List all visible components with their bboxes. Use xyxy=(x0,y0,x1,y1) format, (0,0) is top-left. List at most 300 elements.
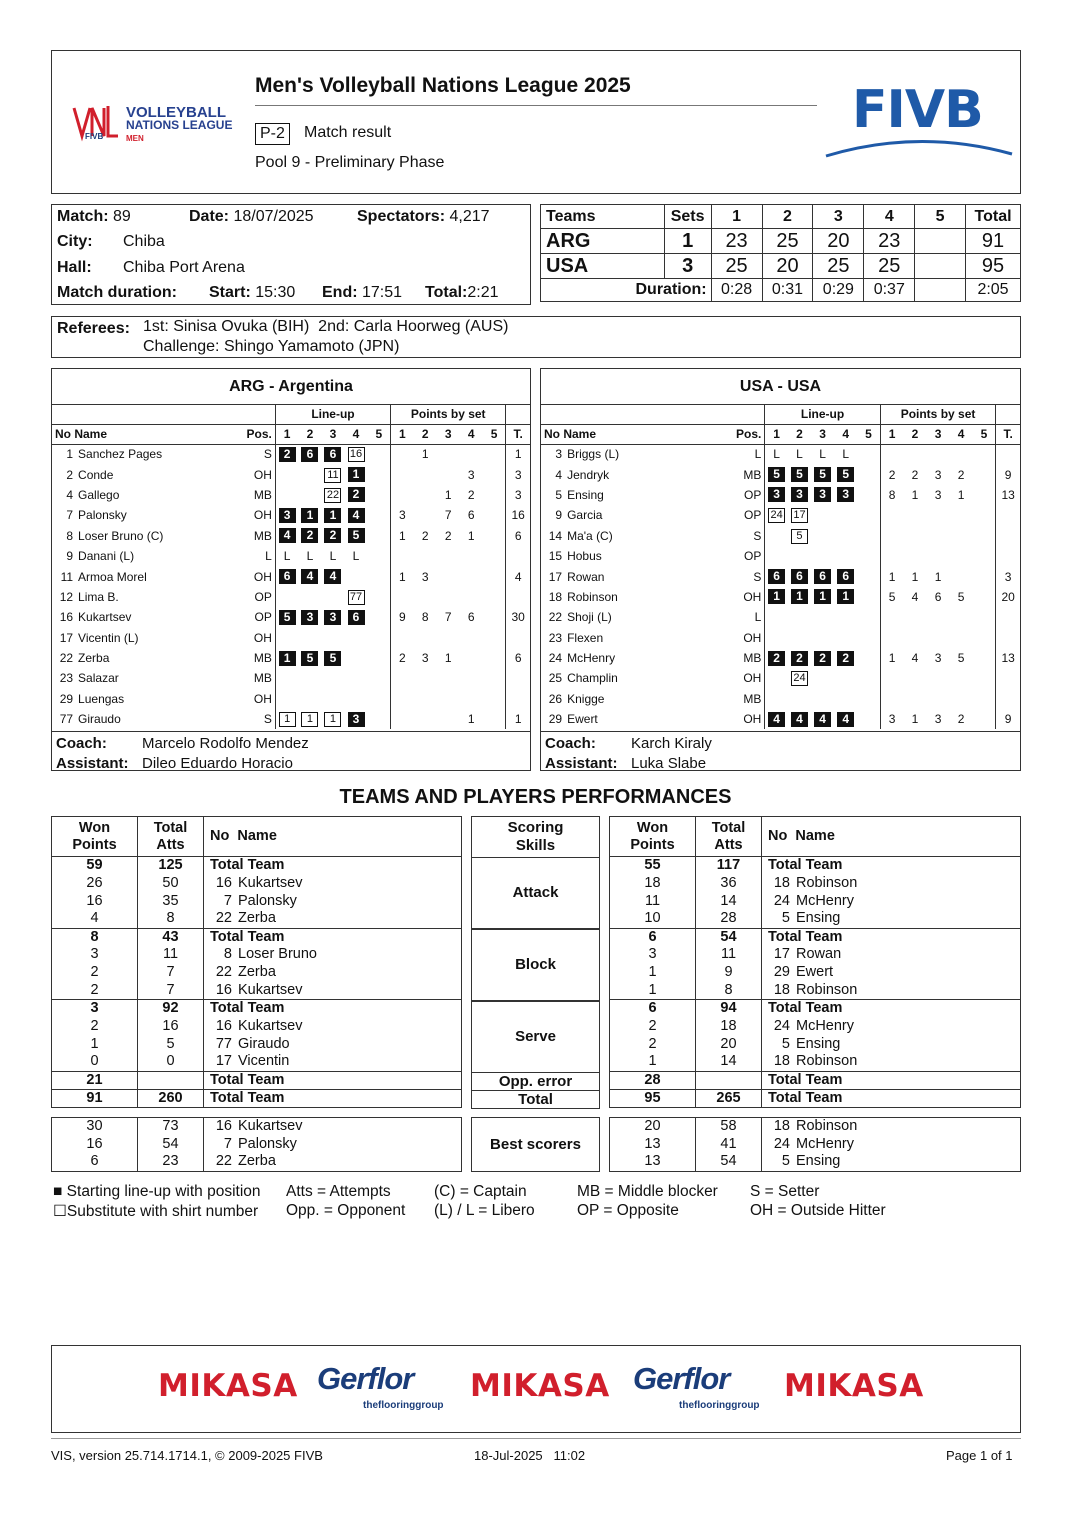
won-points: 55 xyxy=(610,857,696,875)
set-points xyxy=(903,505,926,525)
won-points: 1 xyxy=(52,1035,138,1053)
set-points xyxy=(483,464,506,484)
set-points: 2 xyxy=(421,528,429,543)
set-points xyxy=(437,546,460,566)
team-total-label: Total Team xyxy=(204,1071,462,1089)
set-points: 1 xyxy=(934,569,942,584)
skill-total: Total xyxy=(471,1090,600,1109)
player-row xyxy=(541,485,1020,505)
player-name: Sanchez Pages xyxy=(78,447,163,462)
won-points: 28 xyxy=(610,1071,696,1089)
set-points xyxy=(950,607,973,627)
player-position: S xyxy=(736,566,765,586)
won-points: 18 xyxy=(610,874,696,892)
player-entry: 24 McHenry xyxy=(773,1135,855,1152)
player-number: 8 xyxy=(66,528,74,543)
total-points: 3 xyxy=(996,566,1020,586)
total-attempts: 16 xyxy=(138,1018,204,1036)
pos-header: Pos. xyxy=(736,424,765,444)
starting-position-badge: 1 xyxy=(348,467,365,482)
footer-divider xyxy=(51,1438,1021,1439)
points-set-header: 4 xyxy=(950,424,973,444)
score-row-arg: ARG 1 23 25 20 23 91 xyxy=(541,229,1021,254)
start-time: Start: 15:30 xyxy=(209,284,296,301)
no-name-header: No Name xyxy=(541,424,736,444)
won-points: 13 xyxy=(610,1135,696,1153)
total-header: T. xyxy=(996,424,1020,444)
set-points xyxy=(483,648,506,668)
lineup-set-header: 5 xyxy=(857,424,880,444)
player-stat-row xyxy=(52,910,462,928)
legend-item: OP = Opposite xyxy=(577,1202,679,1219)
player-row xyxy=(52,485,530,505)
player-entry: 7 Palonsky xyxy=(223,892,297,909)
lineup-set-header: 4 xyxy=(345,424,368,444)
set-points xyxy=(973,505,996,525)
set-points xyxy=(391,485,414,505)
set-points: 1 xyxy=(444,487,452,502)
set-points xyxy=(391,546,414,566)
assistant-name: Luka Slabe xyxy=(631,755,707,772)
set-points xyxy=(391,689,414,709)
skill-opp-error: Opp. error xyxy=(471,1072,600,1091)
points-set-header: 2 xyxy=(903,424,926,444)
gerflor-subtitle: theflooringgroup xyxy=(363,1400,444,1411)
won-points: 6 xyxy=(52,1153,138,1171)
player-name: Luengas xyxy=(78,691,125,706)
roster-usa-staff: Coach: Karch Kiraly Assistant: Luka Slabe xyxy=(541,731,1020,774)
starting-position-badge: 2 xyxy=(301,528,318,543)
skill-block: Block xyxy=(471,929,600,1001)
total-points: 9 xyxy=(996,709,1020,729)
player-row xyxy=(52,689,530,709)
total-points: 13 xyxy=(996,485,1020,505)
player-row xyxy=(52,464,530,484)
substitute-badge: 1 xyxy=(324,712,341,727)
set-points xyxy=(880,628,903,648)
player-name: Champlin xyxy=(567,671,618,686)
starting-position-badge: 5 xyxy=(791,467,808,482)
won-points: 6 xyxy=(610,1000,696,1018)
player-entry: 18 Robinson xyxy=(773,1118,858,1135)
set-points xyxy=(973,628,996,648)
starting-position-badge: 6 xyxy=(324,447,341,462)
set-points xyxy=(973,566,996,586)
points-set-header: 1 xyxy=(880,424,903,444)
total-points xyxy=(506,628,530,648)
team-total-row xyxy=(52,857,462,875)
set-points: 1 xyxy=(957,487,965,502)
total-attempts: 11 xyxy=(138,946,204,964)
player-position: OH xyxy=(246,464,275,484)
starting-position-badge: 6 xyxy=(768,569,785,584)
player-number: 14 xyxy=(548,528,563,543)
set-points: 3 xyxy=(467,467,475,482)
total-points: 9 xyxy=(996,464,1020,484)
player-stat-row xyxy=(52,1118,462,1136)
starting-position-badge: 2 xyxy=(324,528,341,543)
set-points xyxy=(414,505,437,525)
team-total-label: Total Team xyxy=(204,1089,462,1107)
set-points xyxy=(880,505,903,525)
set-points xyxy=(973,464,996,484)
starting-position-badge: 2 xyxy=(837,651,854,666)
player-position: OP xyxy=(736,546,765,566)
team-total-row xyxy=(610,857,1021,875)
substitute-badge: 77 xyxy=(348,590,365,605)
set-points: 8 xyxy=(421,610,429,625)
set-points xyxy=(483,668,506,688)
won-points: 2 xyxy=(52,1018,138,1036)
set-points xyxy=(460,628,483,648)
points-set-header: 3 xyxy=(926,424,949,444)
assistant-name: Dileo Eduardo Horacio xyxy=(142,755,293,772)
total-header: T. xyxy=(506,424,530,444)
player-row xyxy=(52,648,530,668)
roster-arg xyxy=(51,368,531,771)
won-points: 2 xyxy=(52,982,138,1000)
player-entry: 18 Robinson xyxy=(773,1053,858,1070)
title-divider xyxy=(255,105,817,106)
set-points: 9 xyxy=(399,610,406,625)
end-time: End: 17:51 xyxy=(322,284,403,301)
set-points: 1 xyxy=(399,528,406,543)
total-attempts: 265 xyxy=(696,1089,762,1107)
player-position: OH xyxy=(246,628,275,648)
set-points: 2 xyxy=(911,467,919,482)
set-points: 1 xyxy=(467,712,475,727)
starting-position-badge: 5 xyxy=(348,528,365,543)
won-points: 95 xyxy=(610,1089,696,1107)
player-stat-row xyxy=(52,964,462,982)
player-entry: 29 Ewert xyxy=(773,964,834,981)
team-total-label: Total Team xyxy=(762,1071,1021,1089)
total-attempts: 20 xyxy=(696,1035,762,1053)
team-total-label: Total Team xyxy=(762,1089,1021,1107)
player-position: S xyxy=(246,444,275,464)
mikasa-logo: MIKASA xyxy=(784,1368,924,1404)
total-points: 30 xyxy=(506,607,530,627)
starting-position-badge: 6 xyxy=(348,610,365,625)
roster-usa-table xyxy=(541,405,1020,729)
total-attempts: 23 xyxy=(138,1153,204,1171)
player-position: OH xyxy=(246,505,275,525)
vnl-logo-fivb: FIVB xyxy=(85,132,104,141)
player-entry: 22 Zerba xyxy=(215,1153,276,1170)
player-row xyxy=(541,648,1020,668)
libero-mark: L xyxy=(352,549,360,564)
spectators: Spectators: 4,217 xyxy=(357,208,490,225)
set-points xyxy=(437,668,460,688)
total-attempts: 8 xyxy=(138,910,204,928)
skills-header: Scoring Skills xyxy=(471,816,600,858)
set-points xyxy=(391,587,414,607)
player-row xyxy=(541,709,1020,729)
won-points: 20 xyxy=(610,1118,696,1136)
set-points xyxy=(483,628,506,648)
legend-item: Atts = Attempts xyxy=(286,1183,391,1200)
player-stat-row xyxy=(610,946,1021,964)
points-set-header: 3 xyxy=(437,424,460,444)
total-points: 3 xyxy=(506,485,530,505)
roster-usa-title: USA - USA xyxy=(541,369,1020,405)
set-points xyxy=(880,444,903,464)
player-position: OP xyxy=(736,505,765,525)
set-points: 1 xyxy=(888,569,896,584)
libero-mark: L xyxy=(796,447,803,462)
performance-arg-table xyxy=(51,816,462,1108)
total-attempts: 43 xyxy=(138,928,204,946)
player-name: Vicentin (L) xyxy=(78,630,139,645)
legend-item: Opp. = Opponent xyxy=(286,1202,406,1219)
performance-title: TEAMS AND PLAYERS PERFORMANCES xyxy=(339,786,732,808)
player-row xyxy=(541,526,1020,546)
total-attempts: 54 xyxy=(138,1135,204,1153)
player-position: OH xyxy=(736,587,765,607)
player-name: McHenry xyxy=(567,651,616,666)
player-number: 16 xyxy=(59,610,74,625)
set-points xyxy=(926,526,949,546)
player-stat-row xyxy=(52,1035,462,1053)
set-points xyxy=(391,668,414,688)
legend-item: ■ Starting line-up with position xyxy=(53,1183,261,1200)
starting-position-badge: 3 xyxy=(324,610,341,625)
skill-attack: Attack xyxy=(471,857,600,929)
duration-row: Duration: 0:28 0:31 0:29 0:37 2:05 xyxy=(541,279,1021,302)
player-name: Briggs (L) xyxy=(567,447,620,462)
won-points: 91 xyxy=(52,1089,138,1107)
best-scorers-usa-table xyxy=(609,1117,1021,1172)
player-stat-row xyxy=(610,982,1021,1000)
player-position: OH xyxy=(736,668,765,688)
set-points xyxy=(483,444,506,464)
set-points xyxy=(414,668,437,688)
player-name: Ma'a (C) xyxy=(567,528,613,543)
match-number: Match: 89 xyxy=(57,208,131,225)
total-points: 6 xyxy=(506,648,530,668)
set-points xyxy=(460,648,483,668)
set-points xyxy=(950,628,973,648)
set-points xyxy=(903,628,926,648)
set-points: 3 xyxy=(421,651,429,666)
player-name: Conde xyxy=(78,467,114,482)
lineup-set-header: 2 xyxy=(788,424,811,444)
total-points xyxy=(996,505,1020,525)
player-name: Ensing xyxy=(567,487,604,502)
total-time: Total:2:21 xyxy=(425,284,499,301)
set-points xyxy=(483,566,506,586)
starting-position-badge: 5 xyxy=(324,651,341,666)
starting-position-badge: 1 xyxy=(791,589,808,604)
player-name: Rowan xyxy=(567,569,605,584)
gerflor-subtitle: theflooringgroup xyxy=(679,1400,760,1411)
won-points: 1 xyxy=(610,964,696,982)
legend-item: MB = Middle blocker xyxy=(577,1183,718,1200)
lineup-header: Line-up xyxy=(765,405,880,424)
player-stat-row xyxy=(610,874,1021,892)
lineup-set-header: 4 xyxy=(834,424,857,444)
won-points: 3 xyxy=(52,946,138,964)
set-points xyxy=(926,444,949,464)
libero-mark: L xyxy=(306,549,314,564)
set-points: 5 xyxy=(957,589,965,604)
total-attempts: 11 xyxy=(696,946,762,964)
set-points xyxy=(950,526,973,546)
starting-position-badge: 4 xyxy=(279,528,296,543)
footer-date: 18-Jul-2025 11:02 xyxy=(474,1448,586,1463)
mikasa-logo: MIKASA xyxy=(470,1368,610,1404)
total-points xyxy=(996,628,1020,648)
starting-position-badge: 6 xyxy=(301,447,318,462)
total-attempts: 9 xyxy=(696,964,762,982)
total-attempts: 35 xyxy=(138,892,204,910)
player-name: Lima B. xyxy=(78,589,119,604)
total-points xyxy=(996,689,1020,709)
player-number: 18 xyxy=(548,589,563,604)
lineup-set-header: 1 xyxy=(765,424,788,444)
player-number: 3 xyxy=(555,447,563,462)
total-points: 20 xyxy=(996,587,1020,607)
player-name: Danani (L) xyxy=(78,549,135,564)
player-number: 17 xyxy=(59,630,74,645)
set-points: 1 xyxy=(911,569,919,584)
won-points: 13 xyxy=(610,1153,696,1171)
total-points xyxy=(996,546,1020,566)
player-position: MB xyxy=(246,668,275,688)
player-entry: 5 Ensing xyxy=(781,910,841,927)
no-name-header: No Name xyxy=(762,817,1021,857)
set-points: 3 xyxy=(934,651,942,666)
player-stat-row xyxy=(52,946,462,964)
player-row xyxy=(52,444,530,464)
total-attempts: 28 xyxy=(696,910,762,928)
set-points xyxy=(950,689,973,709)
total-attempts: 58 xyxy=(696,1118,762,1136)
set-points xyxy=(880,607,903,627)
lineup-set-header: 3 xyxy=(321,424,344,444)
set-points xyxy=(414,464,437,484)
set-points xyxy=(973,444,996,464)
total-points xyxy=(506,587,530,607)
won-points: 16 xyxy=(52,1135,138,1153)
player-stat-row xyxy=(52,1135,462,1153)
set-points xyxy=(926,628,949,648)
set-points xyxy=(973,689,996,709)
set-points xyxy=(437,689,460,709)
team-total-row xyxy=(52,1000,462,1018)
total-points xyxy=(996,526,1020,546)
set-points: 2 xyxy=(888,467,896,482)
won-points: 21 xyxy=(52,1071,138,1089)
won-points: 30 xyxy=(52,1118,138,1136)
set-points xyxy=(437,566,460,586)
won-points: 2 xyxy=(610,1035,696,1053)
starting-position-badge: 2 xyxy=(279,447,296,462)
set-points xyxy=(880,668,903,688)
total-points: 3 xyxy=(506,464,530,484)
team-total-label: Total Team xyxy=(204,928,462,946)
player-position: L xyxy=(736,607,765,627)
player-entry: 77 Giraudo xyxy=(215,1035,290,1052)
total-points: 16 xyxy=(506,505,530,525)
set-points xyxy=(973,526,996,546)
player-position: OH xyxy=(736,709,765,729)
player-entry: 16 Kukartsev xyxy=(215,874,303,891)
set-points xyxy=(414,587,437,607)
player-row xyxy=(52,587,530,607)
set-points xyxy=(926,505,949,525)
starting-position-badge: 4 xyxy=(837,712,854,727)
set-points xyxy=(483,587,506,607)
player-name: Hobus xyxy=(567,549,602,564)
set-points xyxy=(950,505,973,525)
set-points xyxy=(903,546,926,566)
hall-value: Chiba Port Arena xyxy=(123,259,245,276)
lineup-set-header: 3 xyxy=(811,424,834,444)
player-position: MB xyxy=(246,526,275,546)
player-position: OP xyxy=(246,587,275,607)
total-attempts xyxy=(138,1071,204,1089)
set-points xyxy=(926,668,949,688)
total-points xyxy=(996,444,1020,464)
player-row xyxy=(52,546,530,566)
set-points: 5 xyxy=(888,589,896,604)
player-row xyxy=(52,566,530,586)
total-attempts xyxy=(696,1071,762,1089)
set-points xyxy=(973,607,996,627)
points-header: Points by set xyxy=(880,405,995,424)
starting-position-badge: 6 xyxy=(791,569,808,584)
set-points: 4 xyxy=(911,589,919,604)
player-position: OH xyxy=(246,689,275,709)
set-points xyxy=(437,464,460,484)
set-points: 2 xyxy=(957,712,965,727)
libero-mark: L xyxy=(842,447,849,462)
player-row xyxy=(52,526,530,546)
points-set-header: 4 xyxy=(460,424,483,444)
player-position: OP xyxy=(246,607,275,627)
points-set-header: 1 xyxy=(391,424,414,444)
points-set-header: 5 xyxy=(483,424,506,444)
player-name: Armoa Morel xyxy=(78,569,147,584)
substitute-badge: 11 xyxy=(324,468,341,483)
libero-mark: L xyxy=(819,447,826,462)
fivb-swoosh-icon xyxy=(824,136,1014,158)
set-points: 5 xyxy=(957,651,965,666)
player-stat-row xyxy=(610,1018,1021,1036)
set-points: 6 xyxy=(934,589,942,604)
set-points xyxy=(903,607,926,627)
starting-position-badge: 3 xyxy=(279,508,296,523)
total-attempts: 14 xyxy=(696,1053,762,1071)
score-table xyxy=(540,204,1021,302)
starting-position-badge: 2 xyxy=(768,651,785,666)
set-points: 3 xyxy=(934,487,942,502)
player-number: 9 xyxy=(555,508,563,523)
player-number: 11 xyxy=(60,569,74,584)
player-stat-row xyxy=(610,1153,1021,1171)
skill-serve: Serve xyxy=(471,1001,600,1073)
performance-header-row xyxy=(610,817,1021,857)
set-points xyxy=(437,709,460,729)
total-points xyxy=(996,607,1020,627)
player-row xyxy=(541,505,1020,525)
set-points xyxy=(391,464,414,484)
document-code: P-2 xyxy=(255,123,290,145)
player-stat-row xyxy=(52,892,462,910)
player-row xyxy=(541,689,1020,709)
player-entry: 17 Vicentin xyxy=(215,1053,290,1070)
